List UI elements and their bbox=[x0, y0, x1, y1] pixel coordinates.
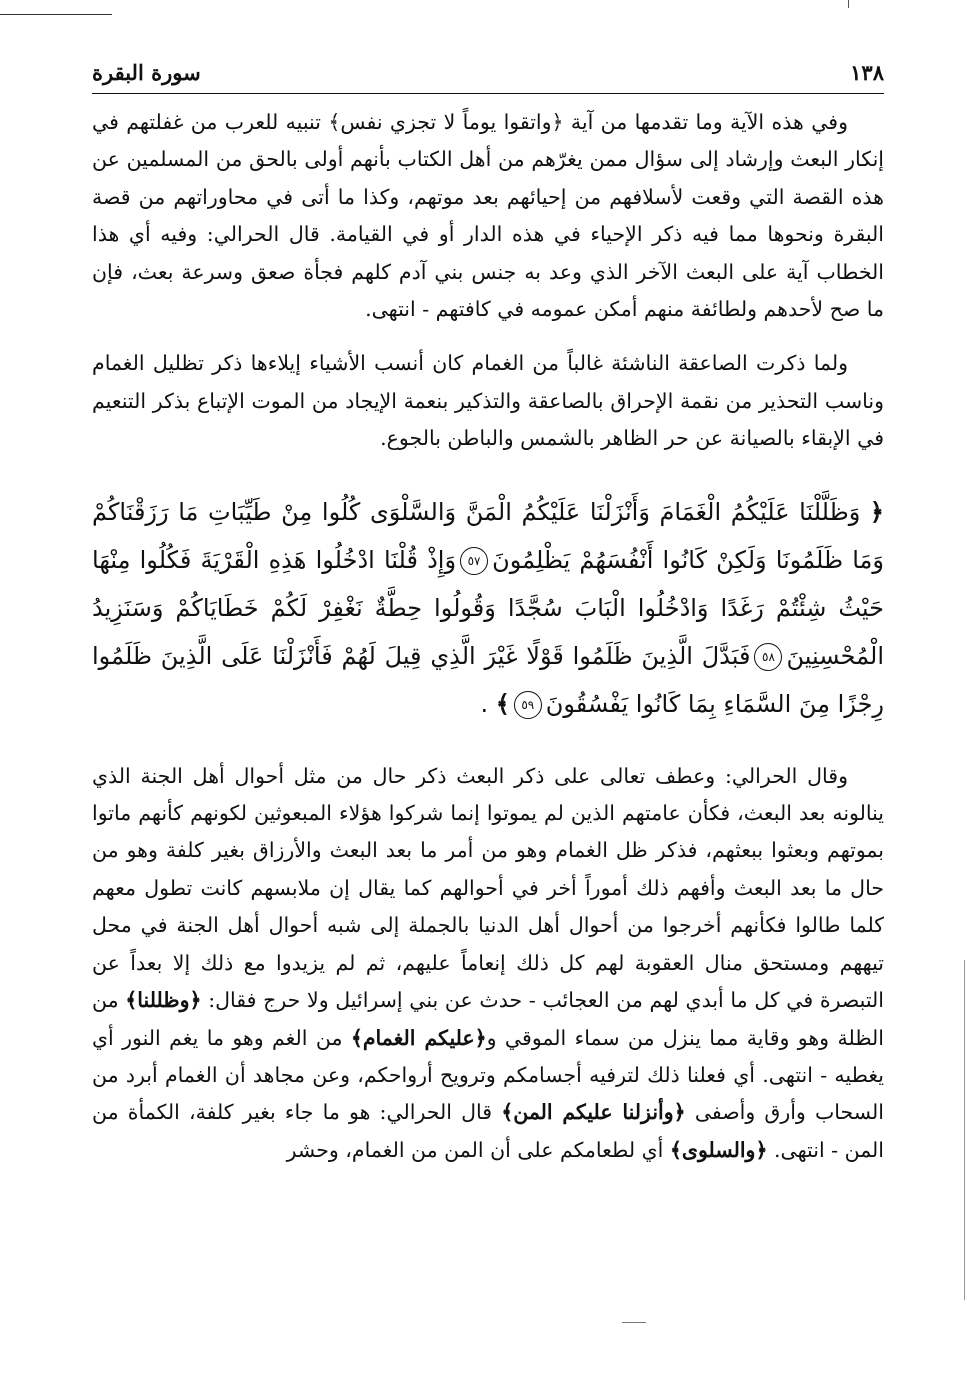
verse-part-58: وَإِذْ قُلْنَا ادْخُلُوا هَذِهِ الْقَرْيَةَ فَكُلُوا مِنْهَا حَيْثُ شِئْتُمْ رَغَدًا وَادْخُلُوا الْبَابَ سُجَّدًا وَقُولُوا حِطَّةٌ نَغْفِرْ لَكُمْ خَطَايَاكُمْ وَسَنَزِيدُ الْمُحْسِنِينَ bbox=[92, 545, 884, 670]
quran-verse-block bbox=[92, 488, 884, 728]
commentary-text: من الظلة وهو وقاية مما ينزل من سماء الموقي و bbox=[92, 988, 884, 1050]
commentary-text: وقال الحرالي: وعطف تعالى على ذكر البعث ذكر حال من مثل أحوال أهل الجنة الذي ينالونه بعد البعث، فكأن عامتهم الذين لم يموتوا إنما شركوا هؤلاء المبعوثين لكونهم كأنهم ماتوا بموتهم وبعثوا ببعثهم، فذكر ظل الغمام وهو من أمر ما بعد البعث والأرزاق بغير كلفة وهو من حال ما بعد البعث وأفهم ذلك أموراً أخر في أحوالهم كما يقال إن ملابسهم كانت تطول معهم كلما طالوا فكأنهم أخرجوا من أحوال أهل الدنيا بالجملة إلى شبه أحوال أهل الجنة في محل تيههم ومستحق منال العقوبة لهم كل ذلك إنعاماً عليهم، ثم لم يزيدوا مع ذلك إلا بعداً عن التبصرة في كل ما أبدي لهم من العجائب - حدث عن بني إسرائيل ولا حرج فقال: bbox=[92, 763, 884, 1013]
page-body bbox=[92, 104, 884, 1169]
paragraph-1: وفي هذه الآية وما تقدمها من آية ﴿واتقوا يوماً لا تجزي نفس﴾ تنبيه للعرب من غفلتهم في إنكار البعث وإرشاد إلى سؤال ممن يغرّهم من أهل الكتاب بأنهم أولى بالحق من المسلمين عن هذه القصة التي وقعت لأسلافهم من إحيائهم بعد موتهم، وكذا ما أتى في محاوراتهم من قصة البقرة ونحوها مما فيه ذكر الإحياء في هذه الدار أو في القيامة. قال الحرالي: وفيه أي هذا الخطاب آية على البعث الآخر الذي وعد به جنس بني آدم كلهم فجأة صعق وسرعة بعث، فإن ما صح لأحدهم ولطائفة منهم أمكن عمومه في كافتهم - انتهى. bbox=[92, 110, 884, 322]
top-edge-tick bbox=[848, 0, 849, 8]
verse-part-57: وَظَلَّلْنَا عَلَيْكُمُ الْغَمَامَ وَأَنْزَلْنَا عَلَيْكُمُ الْمَنَّ وَالسَّلْوَى كُلُوا مِنْ طَيِّبَاتِ مَا رَزَقْنَاكُمْ وَمَا ظَلَمُونَا وَلَكِنْ كَانُوا أَنْفُسَهُمْ يَظْلِمُونَ bbox=[92, 497, 885, 574]
surah-title: سورة البقرة bbox=[92, 60, 201, 85]
quoted-phrase: ﴿عليكم الغمام﴾ bbox=[350, 1025, 487, 1050]
page-number: ١٣٨ bbox=[850, 60, 884, 85]
verse-gap-top bbox=[92, 458, 884, 488]
verse-close-bracket: ﴾ bbox=[495, 689, 510, 718]
ayah-number-59: ٥٩ bbox=[514, 691, 542, 719]
commentary-text: من الغم وهو ما يغم النور أي يغطيه - انتهى. أي فعلنا ذلك لترفيه أجسامكم وترويح أرواحكم، وعن مجاهد أن الغمام أبرد من السحاب وأرق وأصفى bbox=[92, 1025, 884, 1125]
top-edge-rule bbox=[0, 14, 112, 15]
verse-end-period: . bbox=[480, 689, 489, 718]
paragraph-gap bbox=[92, 328, 884, 345]
commentary-text: أي لطعامكم على أن المن من الغمام، وحشر bbox=[286, 1137, 664, 1162]
bottom-scan-mark bbox=[622, 1322, 646, 1323]
page-header bbox=[92, 58, 884, 94]
ayah-number-57: ٥٧ bbox=[460, 547, 488, 575]
verse-part-59: فَبَدَّلَ الَّذِينَ ظَلَمُوا قَوْلًا غَيْرَ الَّذِي قِيلَ لَهُمْ فَأَنْزَلْنَا عَلَى الَّذِينَ ظَلَمُوا رِجْزًا مِنَ السَّمَاءِ بِمَا كَانُوا يَفْسُقُونَ bbox=[92, 641, 884, 718]
paragraph-2: ولما ذكرت الصاعقة الناشئة غالباً من الغمام كان أنسب الأشياء إيلاءها ذكر تظليل الغمام وناسب التحذير من نقمة الإحراق بالصاعقة والتذكير بنعمة الإيجاد من الموت الإتباع بذكر التنعيم في الإبقاء بالصيانة عن حر الظاهر بالشمس والباطن بالجوع. bbox=[92, 351, 884, 451]
quoted-phrase: ﴿والسلوى﴾ bbox=[669, 1137, 768, 1162]
ayah-number-58: ٥٨ bbox=[754, 643, 782, 671]
commentary-text: قال الحرالي: هو ما جاء بغير كلفة، الكمأة من المن - انتهى. bbox=[92, 1100, 884, 1162]
quoted-phrase: ﴿وأنزلنا عليكم المن﴾ bbox=[501, 1100, 686, 1125]
scan-edge-line bbox=[964, 960, 965, 1300]
verse-gap-bottom bbox=[92, 728, 884, 758]
verse-open-bracket: ﴿ bbox=[869, 497, 884, 526]
paragraph-3 bbox=[92, 758, 884, 1169]
quoted-phrase: ﴿وظللنا﴾ bbox=[125, 988, 202, 1013]
